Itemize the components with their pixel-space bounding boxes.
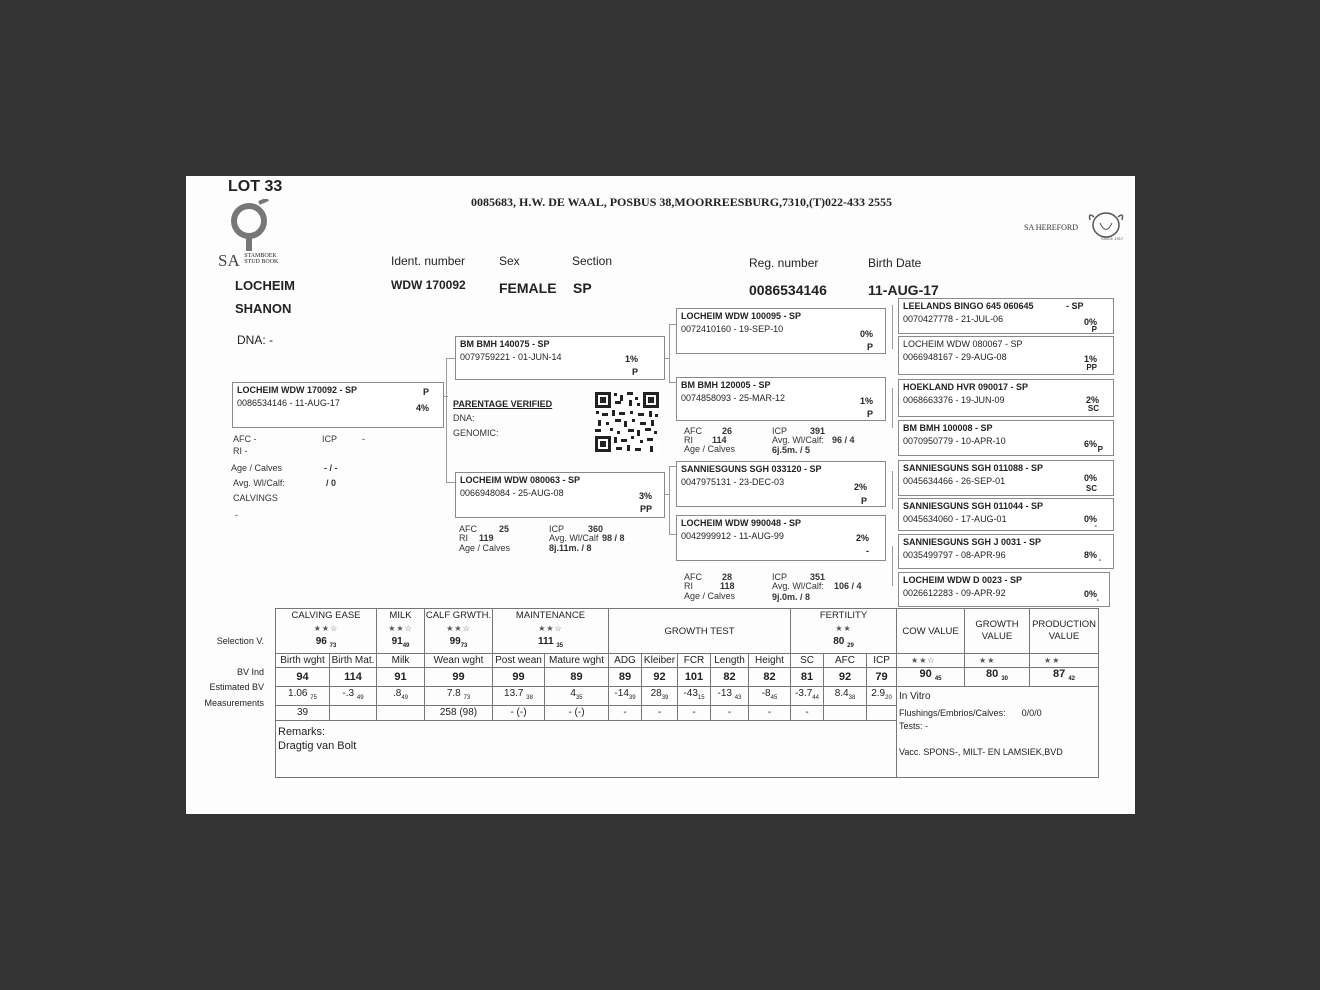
measurements-row: 39 258 (98) - (-) - (-) - - - - - - Flushings/Embrios/Calves: 0/0/0 Tests: - Vacc. SPONS-, MILT- EN LAMSIEK,BVD (276, 706, 1099, 720)
great-grandparent-box-8: LOCHEIM WDW D 0023 - SP 0026612283 - 09-APR-92 0% - (898, 572, 1110, 607)
selection-calving: 96 $_{73}$ (276, 635, 377, 654)
group-growth-value: GROWTH VALUE (965, 609, 1030, 654)
growth-value-stars: ★★ (965, 654, 1030, 668)
self-icp-label: ICP (322, 434, 338, 444)
maint-stars: ★★☆ (493, 622, 609, 635)
col-length: Length (711, 654, 749, 668)
group-milk: MILK (377, 609, 425, 623)
dam-afc-label: AFC (459, 524, 477, 534)
dam-icp-value: 360 (588, 524, 604, 534)
self-avg-label: Avg. Wl/Calf: (233, 478, 285, 488)
col-adg: ADG (609, 654, 642, 668)
sex-label: Sex (499, 254, 520, 268)
gp2-avg-label: Avg. Wl/Calf: (772, 435, 824, 445)
dam-age-label: Age / Calves (459, 543, 511, 553)
notes-panel: Flushings/Embrios/Calves: 0/0/0 Tests: - Vacc. SPONS-, MILT- EN LAMSIEK,BVD (897, 706, 1099, 778)
gp2-age-value: 6j.5m. / 5 (772, 445, 811, 455)
cow-value-stars: ★★☆ (897, 654, 965, 668)
self-avg-value: / 0 (326, 478, 337, 488)
self-calvings-value: - (235, 510, 238, 520)
self-age-value: - / - (324, 463, 338, 473)
birth-label: Birth Date (868, 256, 922, 270)
gp4-icp-value: 351 (810, 572, 826, 582)
estimated-bv-row: 1.06 $_{75}$ -.3 $_{49}$ $.8_{49}$ 7.8 $_{73}$ 13.7 $_{38}$ $4_{35}$ $-14_{39}$ $28_{39}$ $-43_{15}$ -13 $_{43}$ $-8_{45}$ $-3.7_{44}$ $8.4_{38}$ $2.9_{20}$ In Vitro (276, 687, 1099, 706)
ident-number: WDW 170092 (391, 278, 466, 292)
animal-name-2: SHANON (235, 301, 292, 316)
section-value: SP (573, 280, 592, 296)
group-cow-value: COW VALUE (897, 609, 965, 654)
great-grandparent-box-1: LEELANDS BINGO 645 060645 - SP 0070427778 - 21-JUL-06 0% P (898, 298, 1114, 334)
gp4-avg-value: 106 / 4 (834, 581, 862, 591)
calving-stars: ★★☆ (276, 622, 377, 635)
selection-fert: 80 $_{29}$ (791, 635, 897, 654)
hereford-logo-text: SA HEREFORD (1024, 223, 1079, 232)
col-post-wean: Post wean (493, 654, 545, 668)
great-grandparent-box-4: BM BMH 100008 - SP 0070950779 - 10-APR-10 6% P (898, 420, 1114, 456)
row-label-estimated-bv: Estimated BV (209, 682, 264, 692)
col-afc: AFC (824, 654, 867, 668)
grandparent-box-1: LOCHEIM WDW 100095 - SP 0072410160 - 19-SEP-10 0% P (676, 308, 886, 354)
great-grandparent-box-3: HOEKLAND HVR 090017 - SP 0068663376 - 19-JUN-09 2% SC (898, 379, 1114, 417)
grandparent-box-3: SANNIESGUNS SGH 033120 - SP 0047975131 - 23-DEC-03 2% P (676, 461, 886, 507)
gp2-icp-label: ICP (772, 426, 788, 436)
row-label-bv-ind: BV Ind (236, 667, 264, 677)
remarks-text: Dragtig van Bolt (278, 739, 357, 752)
col-wean-wght: Wean wght (425, 654, 493, 668)
selection-milk: $91_{49}$ (377, 635, 425, 654)
gp2-afc-label: AFC (684, 426, 702, 436)
remarks-box (276, 720, 897, 778)
ident-label: Ident. number (391, 254, 466, 268)
col-fcr: FCR (678, 654, 711, 668)
dna-status: DNA: - (237, 333, 273, 347)
gp4-icp-label: ICP (772, 572, 788, 582)
row-label-measurements: Measurements (204, 698, 264, 708)
col-milk: Milk (377, 654, 425, 668)
cow-value: 90 $_{45}$ (897, 668, 965, 687)
gp2-ri-label: RI (684, 435, 693, 445)
col-birth-mat: Birth Mat. (330, 654, 377, 668)
qr-code-icon[interactable] (594, 391, 660, 453)
dam-avg-label: Avg. Wl/Calf (549, 533, 599, 543)
column-headers (276, 654, 1099, 668)
remarks-label: Remarks: (278, 725, 326, 738)
gp2-icp-value: 391 (810, 426, 826, 436)
dam-box: LOCHEIM WDW 080063 - SP 0066948084 - 25-AUG-08 3% PP (455, 472, 665, 518)
reg-number: 0086534146 (749, 282, 827, 298)
gp2-avg-value: 96 / 4 (832, 435, 855, 445)
col-icp: ICP (867, 654, 897, 668)
group-production-value: PRODUCTION VALUE (1030, 609, 1099, 654)
dam-age-value: 8j.11m. / 8 (549, 543, 592, 553)
section-label: Section (572, 254, 613, 268)
col-kleiber: Kleiber (642, 654, 678, 668)
gp4-age-value: 9j.0m. / 8 (772, 592, 811, 602)
lot-number: LOT 33 (228, 178, 283, 195)
hereford-since: SINCE 1917 (1101, 236, 1124, 241)
milk-stars: ★★☆ (377, 622, 425, 635)
parentage-dna: DNA: (453, 413, 475, 423)
self-calvings-label: CALVINGS (233, 493, 278, 503)
gp4-ri-value: 118 (720, 581, 735, 591)
great-grandparent-box-6: SANNIESGUNS SGH 011044 - SP 0045634060 - 17-AUG-01 0% - (898, 498, 1114, 531)
gp4-ri-label: RI (684, 581, 693, 591)
group-calf-growth: CALF GRWTH. (425, 610, 492, 621)
selection-maint: 111 $_{35}$ (493, 635, 609, 654)
col-mature-wght: Mature wght (545, 654, 609, 668)
breeding-values-table (275, 608, 1099, 778)
animal-name-1: LOCHEIM (235, 278, 295, 293)
gp4-afc-label: AFC (684, 572, 702, 582)
animal-pedigree-box: LOCHEIM WDW 170092 - SP 0086534146 - 11-AUG-17 P 4% (232, 382, 444, 428)
studbook-logo: SA STAMBOEK STUD BOOK (218, 251, 279, 270)
dam-ri-label: RI (459, 533, 468, 543)
sire-box: BM BMH 140075 - SP 0079759221 - 01-JUN-14 1% P (455, 336, 665, 380)
gp2-age-label: Age / Calves (684, 444, 736, 454)
reg-label: Reg. number (749, 256, 819, 270)
breeder-address: 0085683, H.W. DE WAAL, POSBUS 38,MOORREESBURG,7310,(T)022-433 2555 (471, 195, 893, 209)
great-grandparent-box-5: SANNIESGUNS SGH 011088 - SP 0045634466 - 26-SEP-01 0% SC (898, 460, 1114, 496)
parentage-genomic: GENOMIC: (453, 428, 499, 438)
col-sc: SC (791, 654, 824, 668)
sex-value: FEMALE (499, 280, 557, 296)
grandparent-box-2: BM BMH 120005 - SP 0074858093 - 25-MAR-12 1% P (676, 377, 886, 421)
group-maintenance: MAINTENANCE (493, 609, 609, 623)
great-grandparent-box-7: SANNIESGUNS SGH J 0031 - SP 0035499797 - 08-APR-96 8% - (898, 534, 1114, 569)
self-afc: AFC - (233, 434, 257, 444)
col-birth-wght: Birth wght (276, 654, 330, 668)
group-fertility: FERTILITY (791, 609, 897, 623)
production-value-stars: ★★ (1030, 654, 1099, 668)
bv-ind-row: 94 114 91 99 99 89 89 92 101 82 82 81 92 79 90 $_{45}$ 80 $_{30}$ 87 $_{42}$ (276, 668, 1099, 687)
group-calving-ease: CALVING EASE (276, 609, 377, 623)
gp4-avg-label: Avg. Wl/Calf: (772, 581, 824, 591)
grandparent-box-4: LOCHEIM WDW 990048 - SP 0042999912 - 11-AUG-99 2% - (676, 515, 886, 561)
birth-date: 11-AUG-17 (868, 282, 939, 298)
self-age-label: Age / Calves (231, 463, 283, 473)
col-height: Height (749, 654, 791, 668)
parentage-verified: PARENTAGE VERIFIED (453, 399, 553, 409)
production-value: 87 $_{42}$ (1030, 668, 1099, 687)
great-grandparent-box-2: LOCHEIM WDW 080067 - SP 0066948167 - 29-AUG-08 1% PP (898, 336, 1114, 375)
dam-afc-value: 25 (499, 524, 510, 534)
gp2-afc-value: 26 (722, 426, 733, 436)
selection-calf: $99_{73}$ (425, 635, 493, 654)
row-label-selection: Selection V. (216, 636, 264, 646)
pedigree-card (186, 176, 1135, 814)
gp4-afc-value: 28 (722, 572, 733, 582)
calf-stars: ★★☆ (425, 622, 493, 635)
in-vitro-label: In Vitro (897, 687, 1099, 706)
self-icp-value: - (362, 434, 365, 444)
female-symbol-icon (228, 199, 272, 253)
gp4-age-label: Age / Calves (684, 591, 736, 601)
group-growth-test: GROWTH TEST (609, 609, 791, 654)
dam-ri-value: 119 (479, 533, 494, 543)
growth-value: 80 $_{30}$ (965, 668, 1030, 687)
gp2-ri-value: 114 (712, 435, 727, 445)
dam-icp-label: ICP (549, 524, 565, 534)
self-ri: RI - (233, 446, 248, 456)
dam-avg-value: 98 / 8 (602, 533, 625, 543)
fert-stars: ★★ (791, 622, 897, 635)
